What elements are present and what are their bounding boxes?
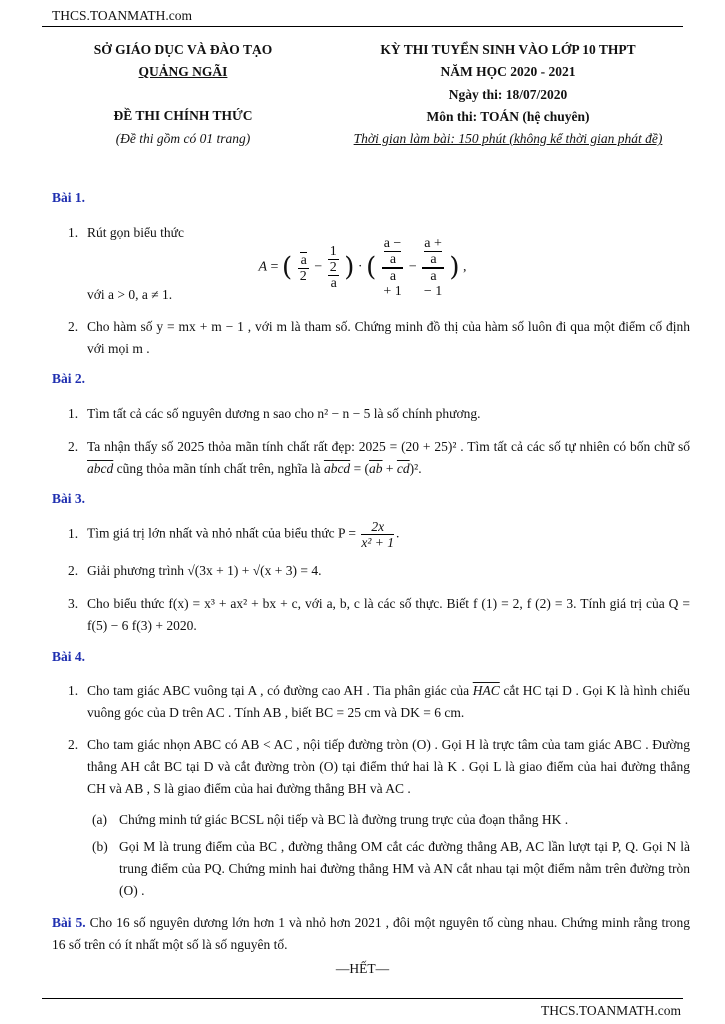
text-part: + bbox=[385, 461, 394, 476]
text-part: Ta nhận thấy số 2025 thỏa mãn tính chất rất đẹp: 2025 = (20 + 25)² . Tìm tất cả các số tự nhiên có bốn chữ số bbox=[87, 439, 690, 454]
problem-text: Gọi M là trung điểm của BC , đường thẳng OM cắt các đường thẳng AB, AC lần lượt tại P, Q. Gọi N là trung điểm của PQ. Chứng minh hai đường thẳng HM và AN cắt nhau tại một điểm nằm trên đường tròn (O) . bbox=[119, 839, 690, 898]
item-number: 1. bbox=[68, 526, 79, 541]
problem-text: Cho hàm số y = mx + m − 1 , với m là tham số. Chứng minh đồ thị của hàm số luôn đi qua một điểm cố định với mọi m . bbox=[87, 319, 690, 356]
province-text: QUẢNG NGÃI bbox=[138, 64, 228, 79]
dept-name: SỞ GIÁO DỤC VÀ ĐÀO TẠO bbox=[93, 42, 273, 57]
angle-hac: $\overline{HAC}$ bbox=[472, 683, 500, 698]
problem-text bbox=[52, 912, 690, 956]
problem-4-2-b bbox=[92, 836, 690, 902]
fraction-denominator: x² + 1 bbox=[361, 535, 395, 550]
official-label: ĐỀ THI CHÍNH THỨC bbox=[113, 108, 253, 123]
problem-text: Tìm giá trị lớn nhất và nhỏ nhất của biểu thức P = $\frac{2x}{\text{x² + 1}}$ . bbox=[87, 519, 400, 550]
item-number: 3. bbox=[68, 596, 79, 611]
text-part: cũng thỏa mãn tính chất trên, nghĩa là bbox=[116, 461, 321, 476]
text-part: Tìm giá trị lớn nhất và nhỏ nhất của biểu thức P = bbox=[87, 525, 357, 541]
problem-text bbox=[87, 680, 690, 724]
item-number: 2. bbox=[68, 563, 79, 578]
header-rule bbox=[42, 26, 683, 27]
item-number: 1. bbox=[68, 225, 79, 240]
problem-text: Tìm tất cả các số nguyên dương n sao cho n² − n − 5 là số chính phương. bbox=[87, 406, 481, 421]
problem-text: Cho biểu thức f(x) = x³ + ax² + bx + c, với a, b, c là các số thực. Biết f (1) = 2, f (2) = 3. Tính giá trị của Q = f(5) − 6 f(3) + 2020. bbox=[87, 596, 690, 633]
overline-abcd: abcd bbox=[323, 461, 351, 476]
text-part: Cho 16 số nguyên dương lớn hơn 1 và nhỏ hơn 2021 , đôi một nguyên tố cùng nhau. Chứng minh rằng trong 16 số trên có ít nhất một số là số nguyên tố. bbox=[52, 915, 691, 952]
overline-cd: $\overline{cd}$ bbox=[396, 461, 410, 476]
exam-subject: Môn thi: TOÁN (hệ chuyên) bbox=[426, 109, 590, 124]
sub-label: (a) bbox=[92, 812, 107, 827]
problem-4-1 bbox=[68, 680, 690, 724]
problem-text bbox=[87, 436, 690, 480]
problem-3-2 bbox=[68, 560, 690, 582]
exam-title: KỲ THI TUYỂN SINH VÀO LỚP 10 THPT bbox=[380, 42, 636, 57]
end-marker: —HẾT— bbox=[335, 961, 390, 976]
problem-3-1 bbox=[68, 519, 690, 550]
item-number: 2. bbox=[68, 439, 79, 454]
item-number: 1. bbox=[68, 406, 79, 421]
problem-5 bbox=[52, 912, 690, 956]
fraction-p bbox=[361, 519, 394, 550]
footer-rule bbox=[42, 998, 683, 999]
problem-4-2 bbox=[68, 734, 690, 800]
exam-time-text: Thời gian làm bài: 150 phút (không kể thời gian phát đề) bbox=[353, 131, 663, 146]
footer-site: THCS.TOANMATH.com bbox=[540, 1003, 681, 1018]
problem-4-2-a bbox=[92, 809, 690, 831]
item-number: 2. bbox=[68, 737, 79, 752]
overline-abcd: abcd bbox=[87, 461, 114, 476]
text-part: cắt HC tại D . Gọi K là hình chiếu vuông góc của D trên AC . Tính AB , biết BC = 25 cm và DK = 6 cm. bbox=[87, 683, 691, 720]
problem-2-2 bbox=[68, 436, 690, 480]
exam-date: Ngày thi: 18/07/2020 bbox=[448, 87, 568, 102]
item-number: 2. bbox=[68, 319, 79, 334]
problem-1-2 bbox=[68, 316, 690, 360]
fraction-numerator: 2x bbox=[361, 519, 394, 535]
header-site: THCS.TOANMATH.com bbox=[52, 8, 193, 23]
section-b2: Bài 2. bbox=[52, 371, 86, 386]
text-part: = ( bbox=[353, 461, 370, 476]
overline-ab: $\overline{ab}$ bbox=[369, 461, 383, 476]
item-number: 1. bbox=[68, 683, 79, 698]
section-b5: Bài 5. bbox=[52, 915, 86, 930]
text-part: )². bbox=[409, 461, 422, 476]
section-b3: Bài 3. bbox=[52, 491, 86, 506]
problem-text: Giải phương trình √(3x + 1) + √(x + 3) = 4. bbox=[87, 563, 322, 578]
section-b4: Bài 4. bbox=[52, 649, 86, 664]
exam-year: NĂM HỌC 2020 - 2021 bbox=[440, 64, 576, 79]
problem-text: Cho tam giác nhọn ABC có AB < AC , nội tiếp đường tròn (O) . Gọi H là trực tâm của tam giác ABC . Đường thẳng AH cắt BC tại D và cắt đường tròn (O) tại điểm thứ hai là K . Gọi L là giao điểm của hai đường thẳng CH và AB , S là giao điểm của hai đường thẳng BH và AC . bbox=[87, 737, 690, 796]
text-part: Cho tam giác ABC vuông tại A , có đường cao AH . Tia phân giác của bbox=[87, 683, 470, 698]
problem-text: Chứng minh tứ giác BCSL nội tiếp và BC là đường trung trực của đoạn thẳng HK . bbox=[119, 812, 569, 827]
problem-text: Rút gọn biểu thức bbox=[87, 225, 184, 240]
condition-text: với a > 0, a ≠ 1. bbox=[87, 287, 173, 302]
section-b1: Bài 1. bbox=[52, 190, 86, 205]
sub-label: (b) bbox=[92, 839, 108, 854]
page-count: (Đề thi gồm có 01 trang) bbox=[115, 131, 251, 146]
problem-1-1-condition bbox=[68, 284, 690, 306]
expression-a: A = ( $\frac{a}{2}$ − 1 2 a ) · ( a − a a + 1 − a + a a − 1 ) , bbox=[258, 236, 467, 299]
province-name bbox=[60, 64, 306, 80]
problem-2-1 bbox=[68, 403, 690, 425]
problem-3-3 bbox=[68, 593, 690, 637]
exam-time bbox=[318, 131, 698, 147]
